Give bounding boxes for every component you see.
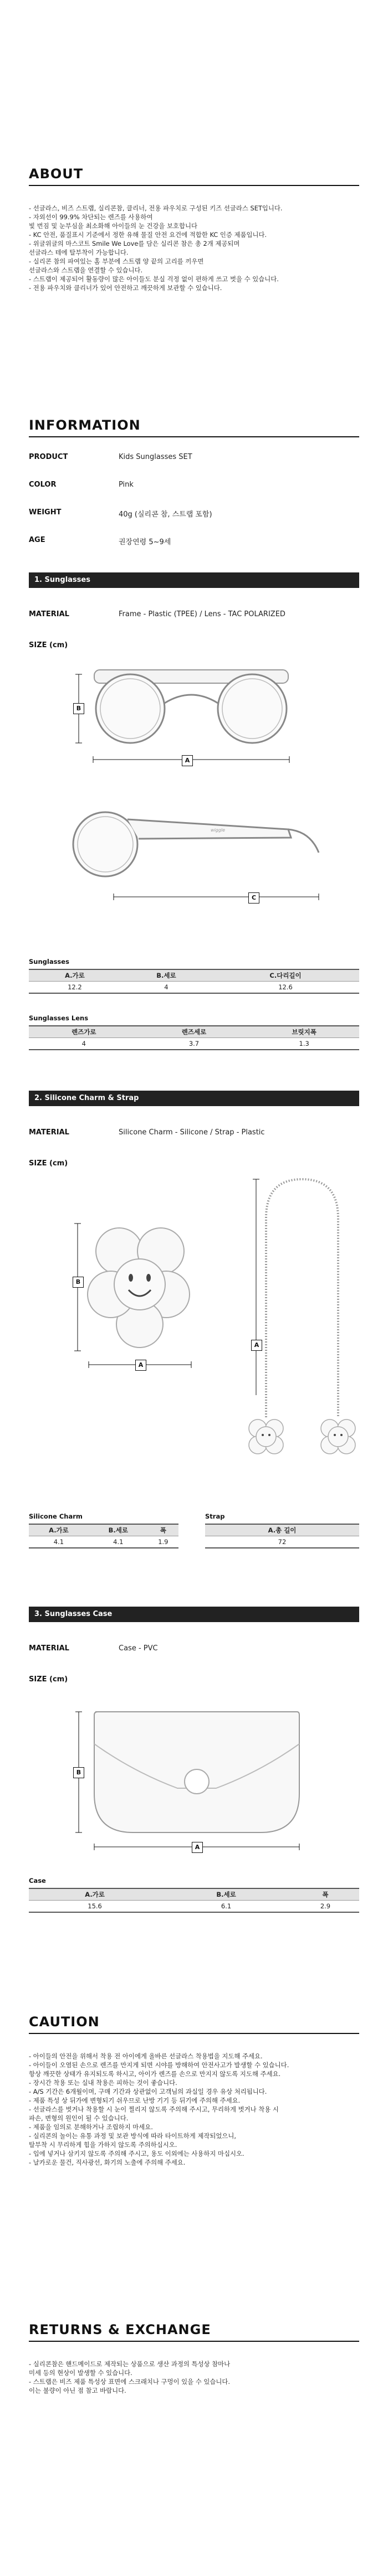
info-value-color: Pink bbox=[119, 481, 134, 489]
table-cell: 12.2 bbox=[29, 982, 121, 994]
table-cell: 12.6 bbox=[212, 982, 359, 994]
case-size-table bbox=[29, 1888, 359, 1913]
table-cell: 2.9 bbox=[292, 1901, 359, 1913]
caution-title: CAUTION bbox=[29, 2014, 100, 2030]
table-cell: 4.1 bbox=[89, 1536, 148, 1548]
table-header: 폭 bbox=[292, 1888, 359, 1901]
table-cell: 15.6 bbox=[29, 1901, 161, 1913]
dimension-label-b: B bbox=[73, 1767, 84, 1778]
about-list bbox=[29, 204, 361, 292]
about-item: - KC 안전, 품질표시 기준에서 정한 유해 물질 안전 요건에 적합한 KC 인증 제품입니다. bbox=[29, 231, 267, 239]
charm-size-label: SIZE (cm) bbox=[29, 1159, 68, 1168]
strap-size-table bbox=[205, 1524, 359, 1548]
charm-material-key: MATERIAL bbox=[29, 1128, 69, 1137]
caution-item: - 실리콘의 놀이는 유통 과정 및 보관 방식에 따라 타이트하게 제작되었으니, bbox=[29, 2132, 237, 2140]
section-bar-sunglasses bbox=[29, 572, 359, 588]
info-value-weight: 40g (실리콘 참, 스트랩 포함) bbox=[119, 510, 212, 519]
section-bar-label: 3. Sunglasses Case bbox=[34, 1610, 113, 1618]
table-header: 렌즈가로 bbox=[29, 1026, 139, 1038]
table-header: A.가로 bbox=[29, 969, 121, 982]
caution-item: - 선글라스를 벗거나 착용할 시 눈이 찔리지 않도록 주의해 주시고, 무리하게 벗거나 착용 시 bbox=[29, 2105, 279, 2113]
sunglasses-material-key: MATERIAL bbox=[29, 610, 69, 618]
info-value-product: Kids Sunglasses SET bbox=[119, 453, 192, 461]
returns-title: RETURNS & EXCHANGE bbox=[29, 2322, 211, 2337]
sunglasses-size-label: SIZE (cm) bbox=[29, 641, 68, 649]
table-header: 렌즈세로 bbox=[139, 1026, 249, 1038]
returns-rule bbox=[29, 2341, 359, 2342]
table-header: A.가로 bbox=[29, 1524, 89, 1536]
info-value-age: 권장연령 5~9세 bbox=[119, 538, 171, 546]
case-size-label: SIZE (cm) bbox=[29, 1675, 68, 1684]
caution-item: - 제품을 임의로 분해하거나 조립하지 마세요. bbox=[29, 2123, 153, 2131]
caution-rule bbox=[29, 2033, 359, 2034]
info-key-weight: WEIGHT bbox=[29, 508, 62, 517]
returns-list bbox=[29, 2360, 361, 2395]
table-cell: 72 bbox=[205, 1536, 359, 1548]
table-header: B.세로 bbox=[89, 1524, 148, 1536]
table-header: A.총 길이 bbox=[205, 1524, 359, 1536]
table-cell: 6.1 bbox=[161, 1901, 292, 1913]
caution-item: 탈부착 시 무리하게 힘을 가하지 않도록 주의하십시오. bbox=[29, 2141, 177, 2149]
section-bar-charm bbox=[29, 1091, 359, 1106]
info-key-product: PRODUCT bbox=[29, 453, 68, 461]
returns-item: 이는 불량이 아닌 점 참고 바랍니다. bbox=[29, 2387, 126, 2394]
table-cell: 4.1 bbox=[29, 1536, 89, 1548]
about-item: 선글라스 테에 탈부착이 가능합니다. bbox=[29, 249, 129, 256]
strap-charm-icon bbox=[249, 1419, 355, 1454]
charm-material-value: Silicone Charm - Silicone / Strap - Plastic bbox=[119, 1128, 265, 1137]
charm-size-table bbox=[29, 1524, 178, 1548]
caution-item: 파손, 변형의 원인이 될 수 있습니다. bbox=[29, 2114, 129, 2122]
caution-list bbox=[29, 2052, 361, 2167]
sunglasses-table-title: Sunglasses bbox=[29, 958, 69, 966]
about-item: - 자외선이 99.9% 차단되는 렌즈를 사용하여 bbox=[29, 213, 153, 221]
dimension-label-a: A bbox=[182, 755, 193, 766]
caution-item: 항상 깨끗한 상태가 유지되도록 하시고, 아이가 렌즈를 손으로 만지지 않도록 지도해 주세요. bbox=[29, 2070, 281, 2078]
section-bar-case bbox=[29, 1607, 359, 1622]
info-key-color: COLOR bbox=[29, 481, 57, 489]
table-cell: 1.9 bbox=[148, 1536, 178, 1548]
about-title: ABOUT bbox=[29, 166, 84, 182]
table-header: C.다리길이 bbox=[212, 969, 359, 982]
caution-item: - 아이들이 오염된 손으로 렌즈를 만지게 되면 시야를 방해하여 안전사고가 발생할 수 있습니다. bbox=[29, 2061, 289, 2069]
dimension-label-c: C bbox=[248, 892, 259, 904]
table-header: 브릿지폭 bbox=[249, 1026, 359, 1038]
charm-strap-diagram bbox=[0, 1168, 388, 1478]
table-header: 폭 bbox=[148, 1524, 178, 1536]
case-material-value: Case - PVC bbox=[119, 1644, 158, 1653]
about-item: 선글라스와 스트랩을 연결할 수 있습니다. bbox=[29, 266, 143, 274]
lens-table-title: Sunglasses Lens bbox=[29, 1014, 89, 1022]
caution-item: - A/S 기간은 6개월이며, 구매 기간과 상관없이 고객님의 과실일 경우 유상 처리됩니다. bbox=[29, 2088, 267, 2095]
info-key-age: AGE bbox=[29, 536, 45, 544]
table-header: B.세로 bbox=[161, 1888, 292, 1901]
table-header: A.가로 bbox=[29, 1888, 161, 1901]
flower-charm-icon bbox=[88, 1228, 190, 1348]
table-header: B.세로 bbox=[121, 969, 212, 982]
table-cell: 3.7 bbox=[139, 1038, 249, 1050]
sunglasses-material-value: Frame - Plastic (TPEE) / Lens - TAC POLARIZED bbox=[119, 610, 285, 618]
lens-size-table bbox=[29, 1025, 359, 1050]
caution-item: - 아이들의 안전을 위해서 착용 전 아이에게 올바른 선글라스 착용법을 지도해 주세요. bbox=[29, 2052, 263, 2060]
caution-item: - 장시간 착용 또는 실내 착용은 피하는 것이 좋습니다. bbox=[29, 2079, 177, 2087]
section-bar-label: 2. Silicone Charm & Strap bbox=[34, 1094, 139, 1102]
svg-text:wiggle: wiggle bbox=[211, 828, 226, 833]
table-cell: 4 bbox=[29, 1038, 139, 1050]
strap-dimension-label-a: A bbox=[251, 1340, 262, 1351]
returns-item: 미세 등의 현상이 발생할 수 있습니다. bbox=[29, 2369, 132, 2377]
caution-item: - 입에 넣거나 삼키지 않도록 주의해 주시고, 용도 이외에는 사용하지 마십시오. bbox=[29, 2150, 244, 2157]
sunglasses-size-table bbox=[29, 969, 359, 994]
information-rule bbox=[29, 436, 359, 437]
returns-item: - 스트랩은 비즈 제품 특성상 표면에 스크래치나 구멍이 있을 수 있습니다. bbox=[29, 2378, 231, 2386]
about-item: - 선글라스, 비즈 스트랩, 실리콘참, 클리너, 전용 파우치로 구성된 키즈 선글라스 SET입니다. bbox=[29, 204, 283, 212]
about-item: - 전용 파우치와 클리너가 있어 안전하고 깨끗하게 보관할 수 있습니다. bbox=[29, 284, 222, 292]
about-item: - 스트랩이 제공되어 활동량이 많은 아이들도 분실 걱정 없이 편하게 쓰고 벗을 수 있습니다. bbox=[29, 275, 279, 283]
case-material-key: MATERIAL bbox=[29, 1644, 69, 1653]
section-bar-label: 1. Sunglasses bbox=[34, 576, 90, 584]
strap-table-title: Strap bbox=[205, 1512, 225, 1520]
charm-table-title: Silicone Charm bbox=[29, 1512, 83, 1520]
about-item: - 위글위글의 마스코트 Smile We Love를 담은 실리콘 참은 총 2개 제공되며 bbox=[29, 240, 240, 247]
about-item: - 실리콘 참의 파여있는 홈 부분에 스트랩 양 끝의 고리를 끼우면 bbox=[29, 257, 204, 265]
caution-item: - 제품 특성 상 뒤가에 변형되기 쉬우므로 난방 기기 등 뒤기에 주의해 주세요. bbox=[29, 2097, 241, 2104]
dimension-label-b: B bbox=[73, 703, 84, 714]
dimension-label-a: A bbox=[192, 1842, 203, 1853]
table-cell: 4 bbox=[121, 982, 212, 994]
case-table-title: Case bbox=[29, 1877, 46, 1885]
dimension-label-b: B bbox=[73, 1277, 84, 1288]
caution-item: - 날카로운 물건, 직사광선, 화기의 노출에 주의해 주세요. bbox=[29, 2159, 186, 2166]
sunglasses-diagram bbox=[0, 653, 388, 941]
about-item: 빛 번짐 및 눈부심을 최소화해 아이들의 눈 건강을 보호합니다 bbox=[29, 222, 198, 230]
about-rule bbox=[29, 185, 359, 186]
information-title: INFORMATION bbox=[29, 417, 141, 433]
table-cell: 1.3 bbox=[249, 1038, 359, 1050]
returns-item: - 실리콘참은 핸드메이드로 제작되는 상품으로 생산 과정의 특성상 참마나 bbox=[29, 2360, 231, 2368]
dimension-label-a: A bbox=[135, 1360, 146, 1371]
